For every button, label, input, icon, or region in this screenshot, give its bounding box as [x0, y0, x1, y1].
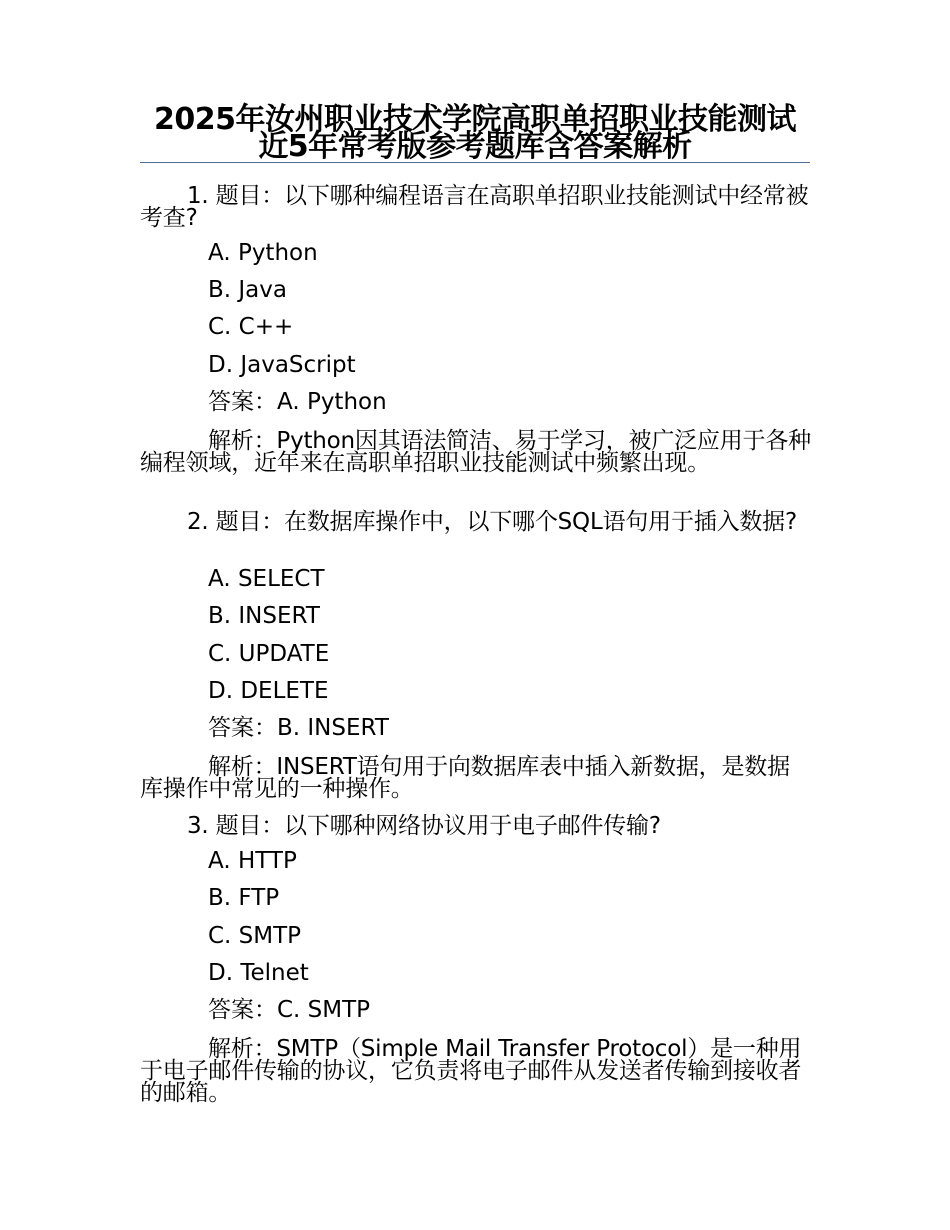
question-2-option-c: C. UPDATE	[208, 641, 330, 667]
page-title: 2025年汝州职业技术学院高职单招职业技能测试近5年常考版参考题库含答案解析	[140, 106, 810, 163]
question-1-option-c: C. C++	[208, 314, 294, 340]
question-3-answer: 答案：C. SMTP	[208, 997, 371, 1023]
question-1-analysis: 解析：Python因其语法简洁、易于学习，被广泛应用于各种编程领域，近年来在高职单招职业技能测试中频繁出现。	[140, 428, 811, 476]
question-1-option-d: D. JavaScript	[208, 352, 356, 378]
question-1-option-b: B. Java	[208, 277, 287, 303]
question-1-stem: 1. 题目：以下哪种编程语言在高职单招职业技能测试中经常被考查?	[140, 183, 809, 231]
question-2-answer: 答案：B. INSERT	[208, 715, 389, 741]
question-3-analysis: 解析：SMTP（Simple Mail Transfer Protocol）是一种用于电子邮件传输的协议，它负责将电子邮件从发送者传输到接收者的邮箱。	[140, 1036, 802, 1106]
question-2-stem: 2. 题目：在数据库操作中，以下哪个SQL语句用于插入数据?	[187, 509, 797, 535]
question-3-option-b: B. FTP	[208, 885, 280, 911]
question-2-analysis: 解析：INSERT语句用于向数据库表中插入新数据，是数据库操作中常见的一种操作。	[140, 754, 790, 802]
question-2-option-b: B. INSERT	[208, 603, 320, 629]
question-1-answer: 答案：A. Python	[208, 389, 387, 415]
question-1-option-a: A. Python	[208, 240, 318, 266]
question-3-option-d: D. Telnet	[208, 960, 309, 986]
question-3-option-a: A. HTTP	[208, 848, 297, 874]
question-2-option-d: D. DELETE	[208, 678, 329, 704]
question-2-option-a: A. SELECT	[208, 566, 325, 592]
question-3-option-c: C. SMTP	[208, 923, 302, 949]
question-3-stem: 3. 题目：以下哪种网络协议用于电子邮件传输?	[187, 813, 661, 839]
